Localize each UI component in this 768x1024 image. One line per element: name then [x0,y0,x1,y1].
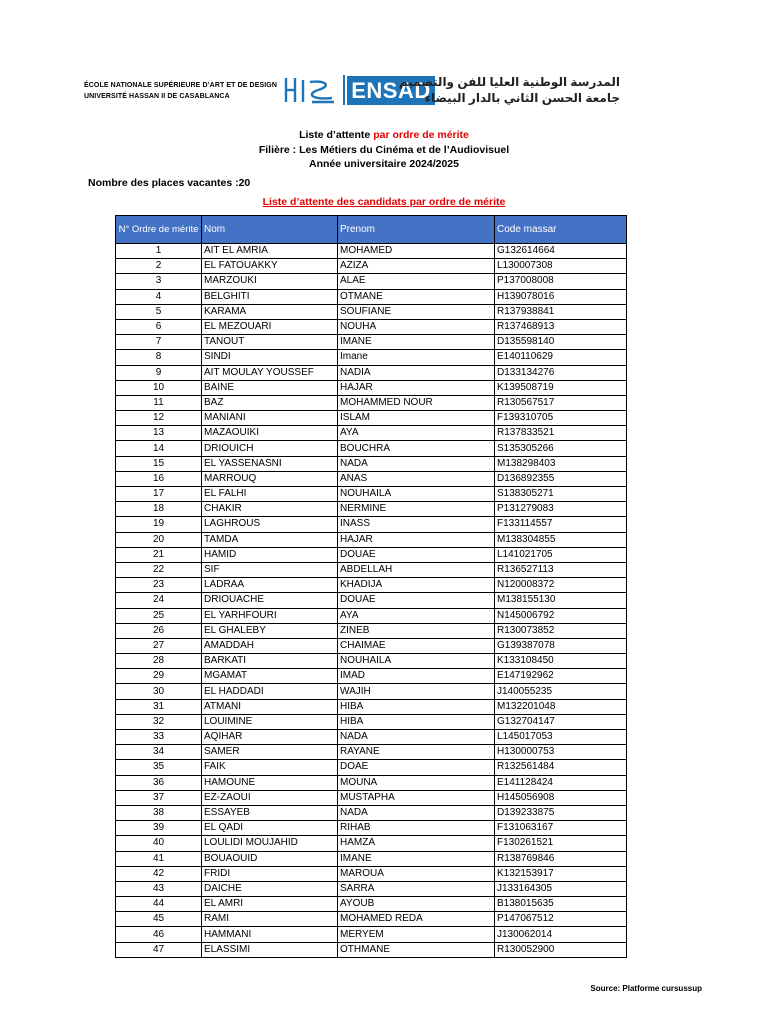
table-row [116,304,627,319]
prenom-cell: RAYANE [338,745,495,760]
rank-cell: 33 [116,730,202,745]
prenom-cell: NADA [338,456,495,471]
table-row [116,836,627,851]
prenom-cell: HIBA [338,714,495,729]
rank-cell: 20 [116,532,202,547]
table-row [116,547,627,562]
prenom-cell: HIBA [338,699,495,714]
table-row [116,259,627,274]
list-title: Liste d’attente des candidats par ordre de mérite [262,196,506,208]
nom-cell: MAZAOUIKI [202,426,338,441]
code-massar-cell: M138298403 [495,456,627,471]
code-massar-cell: D133134276 [495,365,627,380]
nom-cell: RAMI [202,912,338,927]
rank-cell: 5 [116,304,202,319]
rank-cell: 19 [116,517,202,532]
table-row [116,380,627,395]
prenom-cell: MOHAMMED NOUR [338,395,495,410]
code-massar-cell: R137938841 [495,304,627,319]
code-massar-cell: F139310705 [495,411,627,426]
rank-cell: 43 [116,881,202,896]
nom-cell: TAMDA [202,532,338,547]
prenom-cell: NOUHA [338,319,495,334]
rank-cell: 31 [116,699,202,714]
nom-cell: MARROUQ [202,471,338,486]
table-row [116,593,627,608]
ensad-emblem-icon [282,74,340,106]
rank-cell: 40 [116,836,202,851]
code-massar-cell: G139387078 [495,638,627,653]
nom-cell: LAGHROUS [202,517,338,532]
code-massar-cell: S135305266 [495,441,627,456]
code-massar-cell: S138305271 [495,487,627,502]
prenom-cell: NOUHAILA [338,654,495,669]
nom-cell: FRIDI [202,866,338,881]
prenom-cell: AYA [338,426,495,441]
rank-cell: 3 [116,274,202,289]
nom-cell: MGAMAT [202,669,338,684]
prenom-cell: MOHAMED REDA [338,912,495,927]
rank-cell: 28 [116,654,202,669]
nom-cell: EL MEZOUARI [202,319,338,334]
table-row [116,805,627,820]
rank-cell: 25 [116,608,202,623]
table-row [116,775,627,790]
rank-cell: 18 [116,502,202,517]
nom-cell: EL YASSENASNI [202,456,338,471]
rank-cell: 14 [116,441,202,456]
rank-cell: 45 [116,912,202,927]
table-row [116,411,627,426]
prenom-cell: HAJAR [338,532,495,547]
code-massar-cell: N145006792 [495,608,627,623]
rank-cell: 24 [116,593,202,608]
code-massar-cell: M138155130 [495,593,627,608]
rank-cell: 39 [116,821,202,836]
code-massar-cell: H130000753 [495,745,627,760]
code-massar-cell: R138769846 [495,851,627,866]
vacant-places: Nombre des places vacantes :20 [88,177,251,189]
nom-cell: EZ-ZAOUI [202,790,338,805]
rank-cell: 12 [116,411,202,426]
nom-cell: MARZOUKI [202,274,338,289]
code-massar-cell: M138304855 [495,532,627,547]
code-massar-cell: D136892355 [495,471,627,486]
code-massar-cell: F131063167 [495,821,627,836]
prenom-cell: RIHAB [338,821,495,836]
rank-cell: 9 [116,365,202,380]
rank-cell: 47 [116,942,202,957]
prenom-cell: INASS [338,517,495,532]
code-massar-cell: K133108450 [495,654,627,669]
prenom-cell: CHAIMAE [338,638,495,653]
rank-cell: 38 [116,805,202,820]
prenom-cell: IMANE [338,851,495,866]
nom-cell: CHAKIR [202,502,338,517]
nom-cell: EL HADDADI [202,684,338,699]
table-row [116,335,627,350]
rank-cell: 8 [116,350,202,365]
nom-cell: HAMOUNE [202,775,338,790]
code-massar-cell: R130052900 [495,942,627,957]
table-row [116,502,627,517]
title-red-suffix: par ordre de mérite [370,129,469,141]
prenom-cell: AYA [338,608,495,623]
rank-cell: 30 [116,684,202,699]
code-massar-cell: L130007308 [495,259,627,274]
nom-cell: ESSAYEB [202,805,338,820]
prenom-cell: NADA [338,805,495,820]
school-name-ar-line1: المدرسة الوطنية العليا للفن والتصميم [398,75,620,89]
prenom-cell: OTMANE [338,289,495,304]
prenom-cell: WAJIH [338,684,495,699]
title-prefix: Liste d’attente [299,129,371,141]
rank-cell: 13 [116,426,202,441]
rank-cell: 35 [116,760,202,775]
nom-cell: BAINE [202,380,338,395]
table-row [116,244,627,259]
nom-cell: AMADDAH [202,638,338,653]
table-row [116,608,627,623]
nom-cell: FAIK [202,760,338,775]
nom-cell: EL YARHFOURI [202,608,338,623]
table-row [116,562,627,577]
prenom-cell: AYOUB [338,897,495,912]
title-line1 [0,128,768,143]
code-massar-cell: E140110629 [495,350,627,365]
table-row [116,866,627,881]
nom-cell: MANIANI [202,411,338,426]
code-massar-cell: M132201048 [495,699,627,714]
table-row [116,532,627,547]
table-row [116,471,627,486]
prenom-cell: IMAD [338,669,495,684]
nom-cell: DRIOUACHE [202,593,338,608]
rank-cell: 26 [116,623,202,638]
column-header-rank: N° Ordre de mérite [116,216,202,244]
code-massar-cell: R130567517 [495,395,627,410]
table-row [116,790,627,805]
code-massar-cell: L141021705 [495,547,627,562]
table-row [116,897,627,912]
code-massar-cell: E141128424 [495,775,627,790]
code-massar-cell: N120008372 [495,578,627,593]
school-name-line1: ÉCOLE NATIONALE SUPÉRIEURE D’ART ET DE DESIGN [84,82,277,89]
logo-divider [343,75,345,105]
table-row [116,912,627,927]
code-massar-cell: J140055235 [495,684,627,699]
nom-cell: LOULIDI MOUJAHID [202,836,338,851]
prenom-cell: MERYEM [338,927,495,942]
prenom-cell: BOUCHRA [338,441,495,456]
code-massar-cell: E147192962 [495,669,627,684]
table-row [116,350,627,365]
rank-cell: 17 [116,487,202,502]
nom-cell: EL FATOUAKKY [202,259,338,274]
prenom-cell: ABDELLAH [338,562,495,577]
code-massar-cell: H139078016 [495,289,627,304]
prenom-cell: ISLAM [338,411,495,426]
school-name-ar-line2: جامعة الحسن الثاني بالدار البيضاء [424,91,620,105]
nom-cell: ATMANI [202,699,338,714]
waiting-list-table [115,215,627,958]
rank-cell: 27 [116,638,202,653]
prenom-cell: KHADIJA [338,578,495,593]
page-header [0,74,768,108]
nom-cell: ELASSIMI [202,942,338,957]
rank-cell: 37 [116,790,202,805]
table-row [116,714,627,729]
table-row [116,942,627,957]
rank-cell: 7 [116,335,202,350]
code-massar-cell: F133114557 [495,517,627,532]
table-row [116,881,627,896]
prenom-cell: DOUAE [338,547,495,562]
prenom-cell: ALAE [338,274,495,289]
column-header-nom: Nom [202,216,338,244]
rank-cell: 1 [116,244,202,259]
rank-cell: 2 [116,259,202,274]
prenom-cell: OTHMANE [338,942,495,957]
code-massar-cell: D135598140 [495,335,627,350]
nom-cell: SAMER [202,745,338,760]
code-massar-cell: R137468913 [495,319,627,334]
nom-cell: EL FALHI [202,487,338,502]
prenom-cell: SARRA [338,881,495,896]
code-massar-cell: R130073852 [495,623,627,638]
nom-cell: TANOUT [202,335,338,350]
code-massar-cell: J133164305 [495,881,627,896]
column-header-code-massar: Code massar [495,216,627,244]
title-academic-year: Année universitaire 2024/2025 [308,158,459,170]
ensad-logo: ENSAD [347,76,435,105]
nom-cell: EL AMRI [202,897,338,912]
code-massar-cell: B138015635 [495,897,627,912]
prenom-cell: DOAE [338,760,495,775]
nom-cell: AIT EL AMRIA [202,244,338,259]
table-row [116,821,627,836]
rank-cell: 6 [116,319,202,334]
prenom-cell: NADA [338,730,495,745]
rank-cell: 4 [116,289,202,304]
school-name-french [84,80,277,102]
rank-cell: 44 [116,897,202,912]
prenom-cell: NADIA [338,365,495,380]
table-row [116,669,627,684]
nom-cell: LADRAA [202,578,338,593]
code-massar-cell: L145017053 [495,730,627,745]
nom-cell: BARKATI [202,654,338,669]
nom-cell: EL QADI [202,821,338,836]
table-row [116,365,627,380]
rank-cell: 29 [116,669,202,684]
code-massar-cell: P131279083 [495,502,627,517]
source-note: Source: Platforme cursussup [590,984,702,993]
nom-cell: KARAMA [202,304,338,319]
code-massar-cell: J130062014 [495,927,627,942]
rank-cell: 15 [116,456,202,471]
table-row [116,745,627,760]
rank-cell: 46 [116,927,202,942]
code-massar-cell: P137008008 [495,274,627,289]
table-row [116,578,627,593]
code-massar-cell: D139233875 [495,805,627,820]
nom-cell: AIT MOULAY YOUSSEF [202,365,338,380]
prenom-cell: MOHAMED [338,244,495,259]
prenom-cell: AZIZA [338,259,495,274]
table-row [116,395,627,410]
prenom-cell: ZINEB [338,623,495,638]
rank-cell: 16 [116,471,202,486]
prenom-cell: MAROUA [338,866,495,881]
code-massar-cell: P147067512 [495,912,627,927]
nom-cell: HAMID [202,547,338,562]
nom-cell: EL GHALEBY [202,623,338,638]
prenom-cell: HAJAR [338,380,495,395]
column-header-prenom: Prenom [338,216,495,244]
nom-cell: LOUIMINE [202,714,338,729]
rank-cell: 34 [116,745,202,760]
nom-cell: DRIOUICH [202,441,338,456]
rank-cell: 41 [116,851,202,866]
code-massar-cell: R137833521 [495,426,627,441]
rank-cell: 21 [116,547,202,562]
rank-cell: 10 [116,380,202,395]
nom-cell: BAZ [202,395,338,410]
rank-cell: 23 [116,578,202,593]
rank-cell: 22 [116,562,202,577]
nom-cell: DAICHE [202,881,338,896]
prenom-cell: MOUNA [338,775,495,790]
code-massar-cell: G132614664 [495,244,627,259]
prenom-cell: IMANE [338,335,495,350]
nom-cell: SIF [202,562,338,577]
code-massar-cell: K132153917 [495,866,627,881]
prenom-cell: ANAS [338,471,495,486]
prenom-cell: NERMINE [338,502,495,517]
table-row [116,289,627,304]
table-row [116,654,627,669]
school-name-line2: UNIVERSITÉ HASSAN II DE CASABLANCA [84,93,230,100]
school-name-arabic [398,74,620,106]
table-row [116,274,627,289]
table-row [116,760,627,775]
prenom-cell: DOUAE [338,593,495,608]
nom-cell: SINDI [202,350,338,365]
table-row [116,517,627,532]
nom-cell: HAMMANI [202,927,338,942]
rank-cell: 32 [116,714,202,729]
table-header-row [116,216,627,244]
table-row [116,441,627,456]
table-row [116,730,627,745]
table-row [116,927,627,942]
prenom-cell: Imane [338,350,495,365]
nom-cell: BOUAOUID [202,851,338,866]
table-row [116,319,627,334]
table-row [116,638,627,653]
table-row [116,456,627,471]
table-row [116,699,627,714]
prenom-cell: NOUHAILA [338,487,495,502]
code-massar-cell: K139508719 [495,380,627,395]
prenom-cell: HAMZA [338,836,495,851]
prenom-cell: MUSTAPHA [338,790,495,805]
table-row [116,426,627,441]
code-massar-cell: H145056908 [495,790,627,805]
code-massar-cell: R132561484 [495,760,627,775]
nom-cell: AQIHAR [202,730,338,745]
code-massar-cell: F130261521 [495,836,627,851]
rank-cell: 42 [116,866,202,881]
title-filiere: Filière : Les Métiers du Cinéma et de l’Audiovisuel [258,143,510,156]
prenom-cell: SOUFIANE [338,304,495,319]
table-body [116,244,627,958]
code-massar-cell: G132704147 [495,714,627,729]
rank-cell: 11 [116,395,202,410]
table-row [116,851,627,866]
nom-cell: BELGHITI [202,289,338,304]
rank-cell: 36 [116,775,202,790]
table-row [116,623,627,638]
code-massar-cell: R136527113 [495,562,627,577]
table-row [116,487,627,502]
table-row [116,684,627,699]
document-titles [0,128,768,172]
